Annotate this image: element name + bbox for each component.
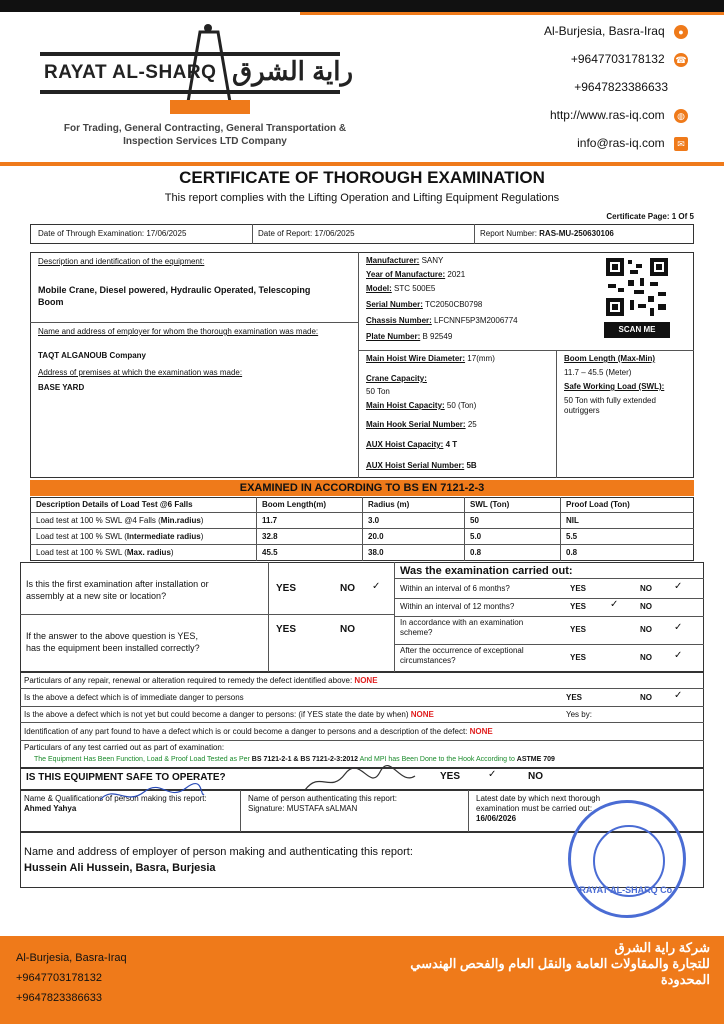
table-cell: 20.0: [368, 532, 384, 541]
contact-website[interactable]: http://www.ras-iq.com ◍: [550, 108, 688, 123]
table-cell: 0.8: [566, 548, 578, 557]
load-test-header-boom: Boom Length(m): [262, 500, 326, 509]
footer-phone-1[interactable]: +9647703178132: [16, 972, 102, 984]
globe-icon: ◍: [674, 109, 688, 123]
scheme-yes: YES: [570, 625, 587, 634]
contact-email[interactable]: info@ras-iq.com ✉: [577, 136, 688, 151]
immediate-danger-question: Is the above a defect which is of immediate danger to persons: [24, 693, 244, 702]
table-cell: 38.0: [368, 548, 384, 557]
immediate-danger-yes: YES: [566, 693, 583, 702]
q2-yes-label: YES: [276, 624, 297, 635]
interval-12-yes-check-icon[interactable]: ✓: [610, 599, 619, 610]
contact-phone-1[interactable]: +9647703178132 ☎: [570, 52, 687, 66]
safe-no: NO: [528, 771, 543, 782]
scheme-no: NO: [640, 625, 652, 634]
certificate-page: Certificate Page: 1 Of 5: [606, 212, 694, 221]
interval-6-no-check-icon[interactable]: ✓: [674, 581, 683, 592]
interval-6-months: Within an interval of 6 months?: [400, 584, 510, 593]
examiner: Name & Qualifications of person making this report: Ahmed Yahya: [24, 794, 207, 813]
model: Model: STC 500E5: [366, 284, 436, 293]
interval-12-no: NO: [640, 602, 652, 611]
immediate-danger-no-check-icon[interactable]: ✓: [674, 690, 683, 701]
main-hoist-capacity: Main Hoist Capacity: 50 (Ton): [366, 401, 477, 410]
wire-diameter: Main Hoist Wire Diameter: 17(mm): [366, 354, 495, 363]
yes-by-label: Yes by:: [566, 710, 592, 719]
company-tagline: For Trading, General Contracting, General Transportation & Inspection Services LTD Company: [63, 123, 347, 147]
future-danger-question: Is the above a defect which is not yet but could become a danger to persons: (if YES state the date by when) NONE: [24, 710, 434, 719]
scheme-no-check-icon[interactable]: ✓: [674, 622, 683, 633]
contact-phone-2[interactable]: +9647823386633: [574, 80, 668, 94]
safe-yes: YES: [440, 771, 461, 782]
exceptional-no-check-icon[interactable]: ✓: [674, 650, 683, 661]
boom-length: 11.7 – 45.5 (Meter): [564, 368, 632, 377]
aux-capacity: AUX Hoist Capacity: 4 T: [366, 440, 458, 449]
top-accent: [300, 12, 724, 15]
examiner-signature-icon: [96, 780, 206, 810]
carried-out-title: Was the examination carried out:: [400, 565, 573, 577]
interval-12-yes: YES: [570, 602, 587, 611]
mail-icon: ✉: [674, 137, 688, 151]
swl-label: Safe Working Load (SWL):: [564, 382, 665, 391]
table-row: Load test at 100 % SWL (Max. radius): [36, 548, 174, 557]
table-cell: 50: [470, 516, 479, 525]
q1-yes-label: YES: [276, 583, 297, 594]
qr-code[interactable]: [604, 256, 670, 318]
exam-scheme: In accordance with an examination scheme?: [400, 618, 524, 637]
manufacturer: Manufacturer: SANY: [366, 256, 444, 265]
table-cell: 11.7: [262, 516, 278, 525]
company-stamp: [568, 800, 686, 918]
footer-phone-2[interactable]: +9647823386633: [16, 992, 102, 1004]
footer-contacts: [16, 948, 127, 1008]
test-particulars-note: The Equipment Has Been Function, Load & Proof Load Tested as Per BS 7121-2-1 & BS 7121-2-3:2012 And MPI has Been Done to the Hook According to ASTME 709: [34, 756, 555, 763]
exam-date: Date of Through Examination: 17/06/2025: [38, 229, 187, 238]
safe-to-operate-question: IS THIS EQUIPMENT SAFE TO OPERATE?: [26, 772, 226, 783]
qr-code-icon: [604, 256, 670, 318]
report-date: Date of Report: 17/06/2025: [258, 229, 355, 238]
premises-value: BASE YARD: [38, 383, 85, 392]
q1-no-label: NO: [340, 583, 355, 594]
safe-yes-check-icon[interactable]: ✓: [488, 769, 497, 780]
logo-arabic: راية الشرق: [232, 56, 354, 86]
table-cell: 32.8: [262, 532, 278, 541]
swl-value: 50 Ton with fully extended outriggers: [564, 396, 656, 415]
load-test-header-radius: Radius (m): [368, 500, 410, 509]
table-cell: 45.5: [262, 548, 278, 557]
table-cell: 0.8: [470, 548, 482, 557]
footer-arabic-name: شركة راية الشرق للتجارة والمقاولات العامة والنقل العام والفحص الهندسي المحدودة: [410, 940, 710, 987]
defects-section: [20, 672, 704, 768]
load-test-header-proof: Proof Load (Ton): [566, 500, 630, 509]
table-row: Load test at 100 % SWL @4 Falls (Min.radius): [36, 516, 204, 525]
premises-label: Address of premises at which the examination was made:: [38, 368, 243, 377]
location-icon: ●: [674, 25, 688, 39]
crane-capacity: 50 Ton: [366, 387, 390, 396]
top-bar: [0, 0, 724, 12]
interval-6-no: NO: [640, 584, 652, 593]
certificate-title: CERTIFICATE OF THOROUGH EXAMINATION: [179, 168, 545, 187]
employer-name-bottom: Hussein Ali Hussein, Basra, Burjesia: [24, 862, 216, 874]
certificate-subtitle: This report complies with the Lifting Operation and Lifting Equipment Regulations: [164, 192, 560, 204]
table-cell: 5.0: [470, 532, 482, 541]
interval-12-months: Within an interval of 12 months?: [400, 602, 515, 611]
q2-no-label: NO: [340, 624, 355, 635]
q1-no-check-icon[interactable]: ✓: [372, 581, 381, 592]
authenticator: Name of person authenticating this report: Signature: MUSTAFA sALMAN: [248, 794, 397, 813]
next-exam: Latest date by which next thorough examination must be carried out: 16/06/2026: [476, 794, 601, 823]
table-cell: NIL: [566, 516, 579, 525]
scan-me-label: SCAN ME: [604, 322, 670, 338]
serial-number: Serial Number: TC2050CB0798: [366, 300, 483, 309]
exceptional-yes: YES: [570, 653, 587, 662]
immediate-danger-no: NO: [640, 693, 652, 702]
load-test-header-swl: SWL (Ton): [470, 500, 510, 509]
first-exam-question: Is this the first examination after installation or assembly at a new site or location?: [26, 579, 209, 601]
report-number: Report Number: RAS-MU-250630106: [480, 229, 614, 238]
load-test-header-desc: Description Details of Load Test @6 Falls: [36, 500, 193, 509]
equipment-desc-value: Mobile Crane, Diesel powered, Hydraulic Operated, Telescoping Boom: [38, 285, 311, 307]
interval-6-yes: YES: [570, 584, 587, 593]
header-divider: [0, 162, 724, 166]
footer-address: Al-Burjesia, Basra-Iraq: [16, 952, 127, 964]
defect-identification: Identification of any part found to have a defect which is or could become a danger to persons and a description of the defect: NONE: [24, 727, 493, 736]
plate-number: Plate Number: B 92549: [366, 332, 453, 341]
installed-correctly-question: If the answer to the above question is YES, has the equipment been installed correctly?: [26, 631, 200, 653]
handwritten-signature-icon: [300, 764, 420, 796]
test-particulars-label: Particulars of any test carried out as part of examination:: [24, 743, 225, 752]
exceptional-circumstances: After the occurrence of exceptional circumstances?: [400, 646, 524, 665]
contact-address: Al-Burjesia, Basra-Iraq ●: [544, 24, 688, 39]
hook-serial: Main Hook Serial Number: 25: [366, 420, 477, 429]
employer-label: Name and address of employer for whom the thorough examination was made:: [38, 327, 319, 336]
aux-serial: AUX Hoist Serial Number: 5B: [366, 461, 477, 470]
exceptional-no: NO: [640, 653, 652, 662]
employer-label-bottom: Name and address of employer of person making and authenticating this report:: [24, 846, 413, 858]
repair-particulars: Particulars of any repair, renewal or alteration required to remedy the defect identified above: NONE: [24, 676, 378, 685]
logo-english: RAYAT AL-SHARQ: [44, 62, 217, 83]
crane-capacity-label: Crane Capacity:: [366, 374, 427, 383]
stamp-text: RAYAT AL-SHARQ Co.: [579, 885, 675, 895]
year-of-manufacture: Year of Manufacture: 2021: [366, 270, 466, 279]
table-row: Load test at 100 % SWL (Intermediate radius): [36, 532, 204, 541]
phone-icon: ☎: [675, 55, 687, 65]
boom-length-label: Boom Length (Max-Min): [564, 354, 656, 363]
equipment-desc-label: Description and identification of the equipment:: [38, 257, 205, 266]
employer-value: TAQT ALGANOUB Company: [38, 351, 146, 360]
exam-standard-title: EXAMINED IN ACCORDING TO BS EN 7121-2-3: [239, 482, 485, 494]
table-cell: 3.0: [368, 516, 380, 525]
table-cell: 5.5: [566, 532, 578, 541]
chassis-number: Chassis Number: LFCNNF5P3M2006774: [366, 316, 518, 325]
